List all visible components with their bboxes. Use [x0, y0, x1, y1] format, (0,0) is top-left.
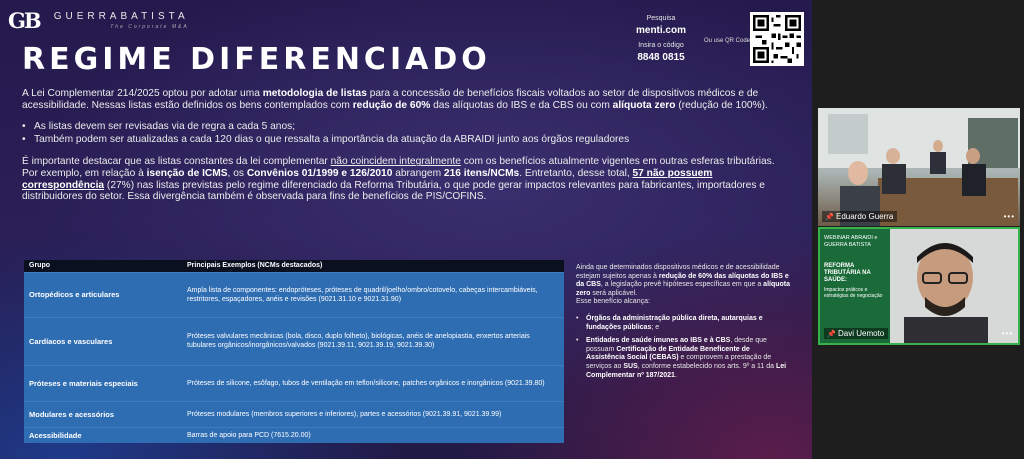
table-cell-group: Próteses e materiais especiais — [24, 365, 182, 401]
table-cell-group: Acessibilidade — [24, 427, 182, 443]
table-cell-examples: Barras de apoio para PCD (7615.20.00) — [182, 427, 564, 443]
table-row — [24, 272, 564, 317]
menti-code-label: Insira o código — [638, 42, 684, 49]
qr-code-icon — [750, 12, 804, 66]
logo-name: GUERRABATISTA — [53, 11, 189, 22]
side-note — [576, 264, 790, 385]
table-cell-examples: Próteses valvulares mecânicas (bola, disco, duplo folheto), biológicas, anéis de anelopiastia, enxertos arteriais tubulares orgânicos/inorgânicos/valvados (9021.39.11, 9021.39.19, 9021.39.30) — [182, 317, 564, 365]
participant-video-tile[interactable] — [818, 108, 1020, 226]
slide-body — [22, 88, 786, 213]
note-item: • Entidades de saúde imunes ao IBS e à CBS, desde que possuam Certificação de Entidade Beneficente de Assistência Social (CEBAS) e comprovem a prestação de serviços ao SUS, conforme estabelecido nos arts. 9º a 11 da Lei Complementar nº 187/2021. — [576, 337, 790, 380]
menti-label: Pesquisa — [646, 15, 676, 22]
more-options-icon[interactable]: ••• — [1001, 329, 1013, 338]
table-cell-group: Ortopédicos e articulares — [24, 272, 182, 317]
table-cell-examples: Ampla lista de componentes: endopróteses, próteses de quadril/joelho/ombro/cotovelo, cabeças intercambiáveis, restritores, espaçadores, anéis e revisões (9021.31.10 e 9021.31.90) — [182, 272, 564, 317]
meeting-room-video — [818, 108, 1020, 226]
webinar-banner — [820, 229, 890, 343]
webinar-title: REFORMA TRIBUTÁRIA NA SAÚDE: — [824, 263, 871, 283]
table-row — [24, 365, 564, 401]
participant-video-tile-active[interactable] — [818, 227, 1020, 345]
participant-name: 📌 Davi Uemoto — [824, 328, 888, 339]
table-row — [24, 317, 564, 365]
table-row — [24, 427, 564, 443]
note-list — [576, 315, 790, 380]
table-header: Principais Exemplos (NCMs destacados) — [182, 260, 564, 272]
table-cell-group: Cardíacos e vasculares — [24, 317, 182, 365]
table-header: Grupo — [24, 260, 182, 272]
table-row — [24, 401, 564, 427]
webinar-label: WEBINAR ABRAIDI e GUERRA BATISTA — [824, 235, 878, 248]
table-cell-examples: Próteses de silicone, esôfago, tubos de ventilação em teflon/silicone, patches orgânicos e inorgânicos (9021.39.80) — [182, 365, 564, 401]
logo-mark: GB — [8, 8, 40, 33]
qr-label: Ou use QR Code — [704, 38, 751, 44]
paragraph-intro: A Lei Complementar 214/2025 optou por adotar uma metodologia de listas para a concessão de benefícios fiscais voltados ao setor de dispositivos médicos e de acessibilidade. Nessas listas estão definidos os bens contemplados com redução de 60% das alíquotas do IBS e da CBS ou com alíquota zero (redução de 100%). — [22, 88, 768, 111]
logo-tagline: The Corporate M&A — [110, 24, 189, 30]
pin-icon: 📌 — [827, 331, 836, 338]
table-cell-group: Modulares e acessórios — [24, 401, 182, 427]
company-logo — [8, 8, 189, 33]
slide-title: REGIME DIFERENCIADO — [22, 42, 491, 77]
menti-site: menti.com — [635, 25, 686, 36]
note-intro: Ainda que determinados dispositivos médicos e de acessibilidade estejam sujeitos apenas à redução de 60% das alíquotas do IBS e da CBS, a legislação prevê hipóteses específicas em que a alíquota zero será aplicável. — [576, 264, 791, 297]
menti-code: 8848 0815 — [637, 52, 685, 63]
paragraph-highlight: É importante destacar que as listas constantes da lei complementar não coincidem integralmente com os benefícios atualmente vigentes em outras esferas tributárias. Por exemplo, em relação à isenção de ICMS, os Convênios 01/1999 e 126/2010 abrangem 216 itens/NCMs. Entretanto, desse total, 57 não possuem correspondência (27%) nas listas previstas pelo regime diferenciado da Reforma Tributária, o que pode gerar impactos relevantes para fabricantes, importadores e distribuidores do setor. Essa divergência também é observada para fins de benefícios de PIS/COFINS. — [22, 156, 775, 203]
bullet-item: • Também podem ser atualizadas a cada 120 dias o que ressalta a importância da atuação da ABRAIDI junto aos órgãos reguladores — [22, 134, 786, 146]
bullet-list — [22, 121, 786, 145]
bullet-item: • As listas devem ser revisadas via de regra a cada 5 anos; — [22, 121, 786, 133]
note-lead: Esse benefício alcança: — [576, 298, 650, 306]
ncm-table — [24, 260, 564, 443]
more-options-icon[interactable]: ••• — [1003, 212, 1015, 221]
menti-box — [624, 14, 698, 64]
pin-icon: 📌 — [825, 214, 834, 221]
table-cell-examples: Próteses modulares (membros superiores e inferiores), partes e acessórios (9021.39.91, 9021.39.99) — [182, 401, 564, 427]
webinar-subtitle: Impactos práticos e estratégias de negociação — [824, 287, 883, 299]
note-item: • Órgãos da administração pública direta, autarquias e fundações públicas; e — [576, 315, 790, 332]
participant-name: 📌 Eduardo Guerra — [822, 211, 897, 222]
